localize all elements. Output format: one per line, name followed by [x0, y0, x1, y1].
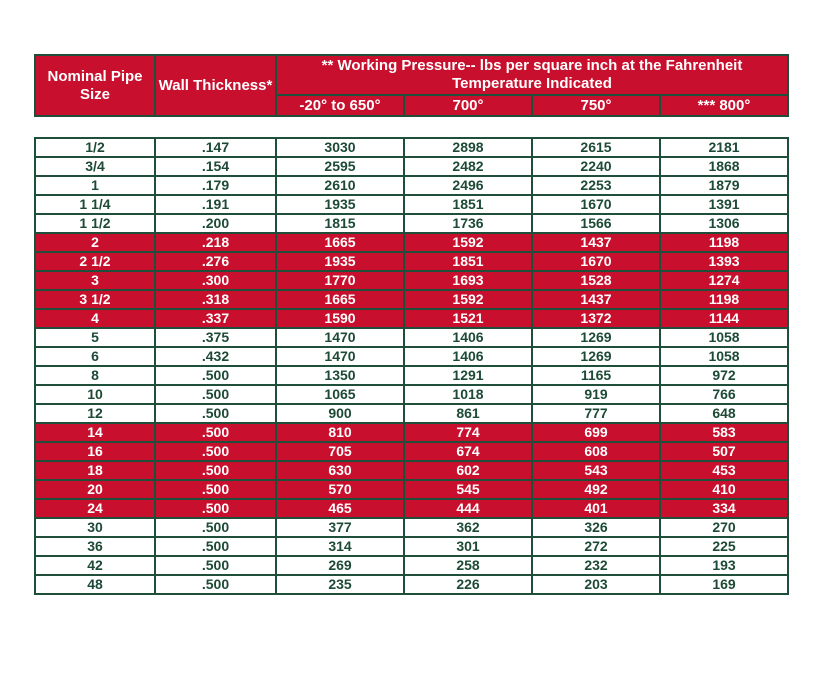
cell-pressure-800: 507 [660, 442, 788, 461]
table-body [35, 138, 788, 594]
cell-size: 2 [35, 233, 155, 252]
cell-pressure-700: 1521 [404, 309, 532, 328]
cell-pressure-750: 777 [532, 404, 660, 423]
cell-pressure-650: 1815 [276, 214, 404, 233]
cell-pressure-650: 465 [276, 499, 404, 518]
cell-wall-thickness: .276 [155, 252, 276, 271]
cell-wall-thickness: .218 [155, 233, 276, 252]
cell-pressure-700: 2898 [404, 138, 532, 157]
cell-pressure-800: 334 [660, 499, 788, 518]
table-header [35, 55, 788, 116]
cell-pressure-700: 1851 [404, 195, 532, 214]
cell-pressure-800: 1868 [660, 157, 788, 176]
cell-pressure-650: 1935 [276, 252, 404, 271]
cell-wall-thickness: .300 [155, 271, 276, 290]
cell-size: 20 [35, 480, 155, 499]
cell-wall-thickness: .500 [155, 518, 276, 537]
cell-wall-thickness: .337 [155, 309, 276, 328]
cell-size: 3 1/2 [35, 290, 155, 309]
cell-pressure-750: 1437 [532, 233, 660, 252]
cell-wall-thickness: .318 [155, 290, 276, 309]
pressure-table-container [34, 54, 787, 595]
cell-pressure-750: 2615 [532, 138, 660, 157]
cell-pressure-700: 226 [404, 575, 532, 594]
cell-size: 3 [35, 271, 155, 290]
cell-size: 30 [35, 518, 155, 537]
cell-size: 24 [35, 499, 155, 518]
table-row [35, 233, 788, 252]
cell-pressure-700: 1592 [404, 233, 532, 252]
cell-pressure-800: 1391 [660, 195, 788, 214]
cell-pressure-800: 225 [660, 537, 788, 556]
cell-pressure-750: 492 [532, 480, 660, 499]
cell-wall-thickness: .500 [155, 480, 276, 499]
cell-size: 3/4 [35, 157, 155, 176]
cell-size: 14 [35, 423, 155, 442]
table-row [35, 518, 788, 537]
cell-pressure-650: 3030 [276, 138, 404, 157]
cell-pressure-650: 1770 [276, 271, 404, 290]
table-row [35, 347, 788, 366]
cell-pressure-700: 362 [404, 518, 532, 537]
cell-pressure-800: 270 [660, 518, 788, 537]
table-row [35, 328, 788, 347]
cell-pressure-700: 674 [404, 442, 532, 461]
cell-pressure-700: 1851 [404, 252, 532, 271]
table-row [35, 309, 788, 328]
table-row [35, 252, 788, 271]
table-row [35, 442, 788, 461]
cell-pressure-800: 1198 [660, 233, 788, 252]
cell-pressure-800: 1879 [660, 176, 788, 195]
cell-size: 10 [35, 385, 155, 404]
cell-pressure-750: 2253 [532, 176, 660, 195]
table-row [35, 480, 788, 499]
cell-pressure-700: 774 [404, 423, 532, 442]
cell-pressure-700: 1592 [404, 290, 532, 309]
cell-pressure-650: 900 [276, 404, 404, 423]
cell-wall-thickness: .500 [155, 423, 276, 442]
cell-pressure-700: 2482 [404, 157, 532, 176]
table-row [35, 575, 788, 594]
cell-pressure-650: 2610 [276, 176, 404, 195]
cell-pressure-800: 2181 [660, 138, 788, 157]
table-row [35, 176, 788, 195]
cell-wall-thickness: .375 [155, 328, 276, 347]
cell-pressure-750: 919 [532, 385, 660, 404]
cell-pressure-800: 648 [660, 404, 788, 423]
cell-pressure-650: 1590 [276, 309, 404, 328]
cell-size: 42 [35, 556, 155, 575]
cell-size: 1 [35, 176, 155, 195]
cell-pressure-650: 1665 [276, 290, 404, 309]
table-row [35, 537, 788, 556]
cell-pressure-750: 232 [532, 556, 660, 575]
table-row [35, 157, 788, 176]
table-row [35, 214, 788, 233]
cell-size: 18 [35, 461, 155, 480]
table-row [35, 461, 788, 480]
cell-pressure-750: 543 [532, 461, 660, 480]
cell-size: 16 [35, 442, 155, 461]
header-temp-650: -20° to 650° [276, 95, 404, 116]
cell-size: 2 1/2 [35, 252, 155, 271]
cell-size: 6 [35, 347, 155, 366]
cell-wall-thickness: .179 [155, 176, 276, 195]
cell-wall-thickness: .500 [155, 461, 276, 480]
cell-pressure-650: 269 [276, 556, 404, 575]
cell-size: 4 [35, 309, 155, 328]
cell-pressure-750: 1437 [532, 290, 660, 309]
cell-pressure-750: 1269 [532, 328, 660, 347]
cell-pressure-700: 301 [404, 537, 532, 556]
cell-pressure-650: 1470 [276, 347, 404, 366]
table-row [35, 499, 788, 518]
cell-pressure-700: 1406 [404, 347, 532, 366]
cell-size: 1/2 [35, 138, 155, 157]
header-temp-750: 750° [532, 95, 660, 116]
cell-pressure-650: 705 [276, 442, 404, 461]
cell-pressure-800: 1144 [660, 309, 788, 328]
cell-pressure-700: 602 [404, 461, 532, 480]
cell-pressure-800: 410 [660, 480, 788, 499]
header-temp-800: *** 800° [660, 95, 788, 116]
header-wall-thickness: Wall Thickness* [155, 55, 276, 116]
cell-pressure-800: 193 [660, 556, 788, 575]
cell-pressure-800: 1058 [660, 347, 788, 366]
cell-pressure-700: 1018 [404, 385, 532, 404]
cell-pressure-800: 1058 [660, 328, 788, 347]
cell-size: 12 [35, 404, 155, 423]
table-row [35, 404, 788, 423]
cell-wall-thickness: .500 [155, 556, 276, 575]
table-row [35, 195, 788, 214]
cell-pressure-650: 314 [276, 537, 404, 556]
table-row [35, 290, 788, 309]
cell-pressure-700: 1291 [404, 366, 532, 385]
cell-pressure-650: 1665 [276, 233, 404, 252]
cell-pressure-750: 1528 [532, 271, 660, 290]
cell-pressure-800: 169 [660, 575, 788, 594]
cell-pressure-800: 583 [660, 423, 788, 442]
cell-wall-thickness: .500 [155, 575, 276, 594]
cell-pressure-700: 2496 [404, 176, 532, 195]
cell-pressure-750: 1269 [532, 347, 660, 366]
table-row [35, 271, 788, 290]
cell-wall-thickness: .191 [155, 195, 276, 214]
cell-wall-thickness: .500 [155, 499, 276, 518]
cell-pressure-750: 326 [532, 518, 660, 537]
cell-pressure-650: 1470 [276, 328, 404, 347]
table-row [35, 423, 788, 442]
cell-wall-thickness: .154 [155, 157, 276, 176]
cell-size: 48 [35, 575, 155, 594]
cell-pressure-700: 258 [404, 556, 532, 575]
header-spacer [35, 116, 788, 138]
cell-pressure-650: 2595 [276, 157, 404, 176]
cell-pressure-650: 235 [276, 575, 404, 594]
header-temp-700: 700° [404, 95, 532, 116]
cell-pressure-750: 1670 [532, 252, 660, 271]
cell-size: 1 1/2 [35, 214, 155, 233]
cell-pressure-800: 766 [660, 385, 788, 404]
table-row [35, 138, 788, 157]
cell-pressure-800: 1198 [660, 290, 788, 309]
cell-pressure-700: 1406 [404, 328, 532, 347]
cell-pressure-650: 1065 [276, 385, 404, 404]
table-row [35, 366, 788, 385]
cell-pressure-750: 608 [532, 442, 660, 461]
header-working-pressure: ** Working Pressure-- lbs per square inch at the Fahrenheit Temperature Indicated [276, 55, 788, 95]
cell-pressure-750: 1566 [532, 214, 660, 233]
cell-pressure-750: 699 [532, 423, 660, 442]
cell-pressure-650: 377 [276, 518, 404, 537]
cell-pressure-700: 1736 [404, 214, 532, 233]
cell-pressure-700: 1693 [404, 271, 532, 290]
cell-wall-thickness: .432 [155, 347, 276, 366]
cell-pressure-750: 1670 [532, 195, 660, 214]
cell-pressure-750: 1165 [532, 366, 660, 385]
cell-pressure-700: 861 [404, 404, 532, 423]
cell-wall-thickness: .200 [155, 214, 276, 233]
cell-pressure-700: 545 [404, 480, 532, 499]
cell-pressure-650: 1350 [276, 366, 404, 385]
cell-pressure-650: 570 [276, 480, 404, 499]
cell-pressure-800: 972 [660, 366, 788, 385]
cell-pressure-800: 1306 [660, 214, 788, 233]
cell-pressure-800: 1393 [660, 252, 788, 271]
cell-pressure-650: 810 [276, 423, 404, 442]
cell-pressure-750: 1372 [532, 309, 660, 328]
cell-pressure-750: 272 [532, 537, 660, 556]
cell-pressure-750: 203 [532, 575, 660, 594]
cell-wall-thickness: .500 [155, 442, 276, 461]
table-row [35, 556, 788, 575]
pipe-pressure-table [34, 54, 789, 595]
cell-wall-thickness: .500 [155, 537, 276, 556]
cell-size: 5 [35, 328, 155, 347]
cell-pressure-800: 453 [660, 461, 788, 480]
cell-wall-thickness: .500 [155, 366, 276, 385]
cell-pressure-800: 1274 [660, 271, 788, 290]
header-nominal-pipe-size: Nominal Pipe Size [35, 55, 155, 116]
cell-pressure-700: 444 [404, 499, 532, 518]
cell-pressure-750: 401 [532, 499, 660, 518]
cell-wall-thickness: .500 [155, 385, 276, 404]
cell-size: 1 1/4 [35, 195, 155, 214]
cell-wall-thickness: .500 [155, 404, 276, 423]
cell-size: 36 [35, 537, 155, 556]
cell-pressure-650: 630 [276, 461, 404, 480]
cell-size: 8 [35, 366, 155, 385]
table-row [35, 385, 788, 404]
cell-pressure-750: 2240 [532, 157, 660, 176]
cell-pressure-650: 1935 [276, 195, 404, 214]
cell-wall-thickness: .147 [155, 138, 276, 157]
